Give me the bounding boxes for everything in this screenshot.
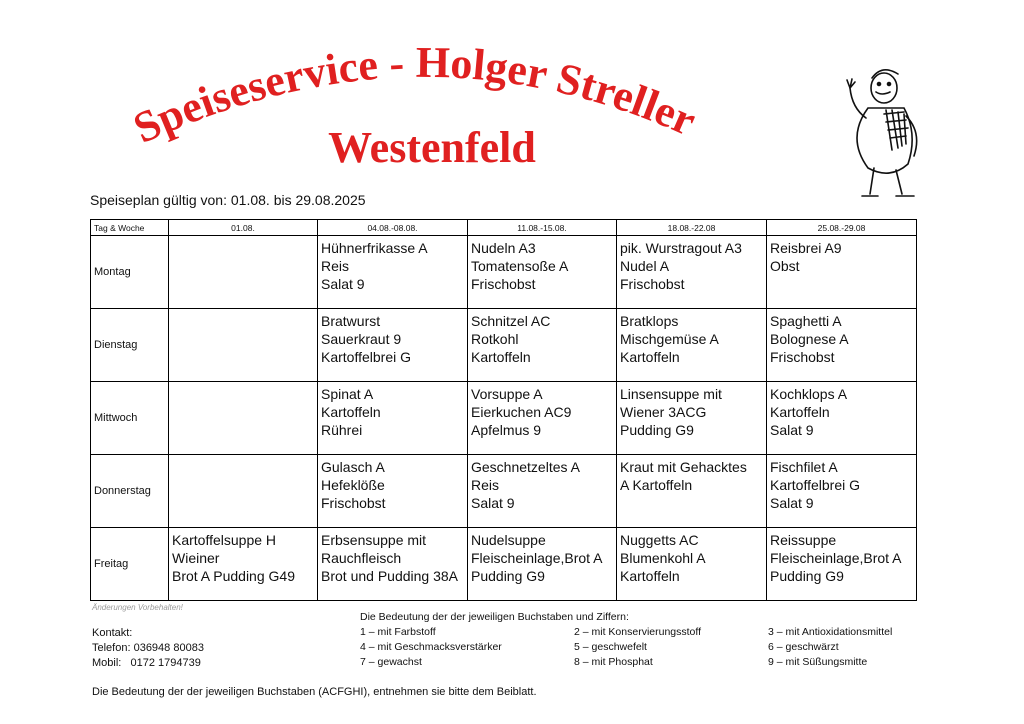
menu-line: Linsensuppe mit (620, 386, 722, 402)
menu-line: Kartoffeln (620, 568, 680, 584)
day-cell: Donnerstag (91, 455, 169, 528)
menu-cell (318, 528, 468, 601)
menu-cell (169, 528, 318, 601)
title-line2: Westenfeld (328, 123, 536, 172)
menu-cell (468, 528, 617, 601)
menu-line: Fischfilet A (770, 459, 838, 475)
column-header: 11.08.-15.08. (468, 220, 617, 236)
menu-cell (318, 236, 468, 309)
menu-line: Blumenkohl A (620, 550, 706, 566)
legend-column-2 (574, 625, 701, 670)
contact-mobile: Mobil: 0172 1794739 (92, 657, 201, 669)
menu-cell (767, 309, 917, 382)
table-row (91, 528, 917, 601)
legend-title: Die Bedeutung der der jeweiligen Buchstaben und Ziffern: (360, 611, 629, 623)
menu-cell (169, 455, 318, 528)
legend-column-3 (768, 625, 892, 670)
menu-line: Salat 9 (770, 422, 814, 438)
menu-line: Frischobst (770, 349, 835, 365)
legend-item: 6 – geschwärzt (768, 641, 839, 653)
menu-cell (468, 309, 617, 382)
menu-cell (767, 455, 917, 528)
menu-cell (169, 236, 318, 309)
menu-line: Kochklops A (770, 386, 848, 402)
menu-line: Nudel A (620, 258, 670, 274)
menu-cell (318, 309, 468, 382)
menu-cell (617, 309, 767, 382)
legend-item: 5 – geschwefelt (574, 641, 647, 653)
menu-cell (767, 382, 917, 455)
menu-line: Frischobst (471, 276, 536, 292)
menu-line: Kartoffelbrei G (770, 477, 861, 493)
menu-line: Kraut mit Gehacktes (620, 459, 747, 475)
changes-note: Änderungen Vorbehalten! (92, 603, 183, 612)
menu-line: Frischobst (620, 276, 685, 292)
menu-line: Wiener 3ACG (620, 404, 707, 420)
menu-line: Spinat A (321, 386, 374, 402)
day-cell: Dienstag (91, 309, 169, 382)
menu-line: Apfelmus 9 (471, 422, 542, 438)
menu-line: Mischgemüse A (620, 331, 719, 347)
menu-line: Bratwurst (321, 313, 381, 329)
menu-line: Eierkuchen AC9 (471, 404, 572, 420)
column-header: 04.08.-08.08. (318, 220, 468, 236)
menu-line: Hühnerfrikasse A (321, 240, 428, 256)
menu-line: Rauchfleisch (321, 550, 402, 566)
menu-line: Kartoffelsuppe H (172, 532, 277, 548)
menu-line: Brot A Pudding G49 (172, 568, 295, 584)
table-header-row (91, 220, 917, 236)
menu-line: A Kartoffeln (620, 477, 693, 493)
legend-item: 2 – mit Konservierungsstoff (574, 626, 702, 638)
day-cell: Freitag (91, 528, 169, 601)
legend-item: 8 – mit Phosphat (574, 656, 653, 668)
menu-cell (617, 236, 767, 309)
menu-line: Salat 9 (471, 495, 515, 511)
menu-line: Spaghetti A (770, 313, 842, 329)
menu-line: Pudding G9 (620, 422, 694, 438)
table-row (91, 382, 917, 455)
menu-line: Kartoffeln (471, 349, 531, 365)
menu-line: Brot und Pudding 38A (321, 568, 458, 584)
menu-cell (468, 382, 617, 455)
legend-item: 7 – gewachst (360, 656, 422, 668)
menu-cell (169, 309, 318, 382)
menu-line: Geschnetzeltes A (471, 459, 580, 475)
title-line1: Speiseservice - Holger Streller (126, 37, 704, 153)
menu-cell (767, 528, 917, 601)
contact-block (92, 626, 204, 671)
legend-item: 9 – mit Süßungsmitte (768, 656, 868, 668)
menu-line: Hefeklöße (321, 477, 385, 493)
legend-item: 1 – mit Farbstoff (360, 626, 436, 638)
day-cell: Montag (91, 236, 169, 309)
menu-line: Bolognese A (770, 331, 849, 347)
column-header: 01.08. (169, 220, 318, 236)
column-header: 18.08.-22.08 (617, 220, 767, 236)
legend-item: 4 – mit Geschmacksverstärker (360, 641, 502, 653)
menu-line: Wieiner (172, 550, 220, 566)
menu-line: Tomatensoße A (471, 258, 569, 274)
menu-cell (468, 236, 617, 309)
table-row (91, 455, 917, 528)
menu-line: Kartoffeln (770, 404, 830, 420)
contact-label: Kontakt: (92, 627, 133, 639)
menu-line: Reisbrei A9 (770, 240, 842, 256)
menu-line: Fleischeinlage,Brot A (471, 550, 603, 566)
menu-cell (767, 236, 917, 309)
chef-cartoon-icon (836, 66, 924, 208)
menu-line: Frischobst (321, 495, 386, 511)
legend-column-1 (360, 625, 502, 670)
menu-cell (617, 455, 767, 528)
menu-line: Nudelsuppe (471, 532, 546, 548)
menu-line: Sauerkraut 9 (321, 331, 402, 347)
contact-phone: Telefon: 036948 80083 (92, 642, 204, 654)
menu-cell (318, 382, 468, 455)
menu-line: Reis (321, 258, 350, 274)
menu-line: Obst (770, 258, 800, 274)
menu-line: Kartoffelbrei G (321, 349, 412, 365)
menu-cell (318, 455, 468, 528)
menu-cell (617, 382, 767, 455)
day-cell: Mittwoch (91, 382, 169, 455)
table-row (91, 309, 917, 382)
menu-line: Gulasch A (321, 459, 385, 475)
legend-item: 3 – mit Antioxidationsmittel (768, 626, 893, 638)
menu-line: Kartoffeln (321, 404, 381, 420)
menu-cell (169, 382, 318, 455)
menu-line: Salat 9 (321, 276, 365, 292)
menu-line: Nuggetts AC (620, 532, 699, 548)
menu-line: Pudding G9 (471, 568, 545, 584)
menu-cell (617, 528, 767, 601)
menu-line: Nudeln A3 (471, 240, 536, 256)
menu-line: Fleischeinlage,Brot A (770, 550, 902, 566)
footer-note: Die Bedeutung der der jeweiligen Buchstaben (ACFGHI), entnehmen sie bitte dem Beiblatt. (92, 686, 537, 698)
menu-line: Rührei (321, 422, 363, 438)
column-header: 25.08.-29.08 (767, 220, 917, 236)
menu-line: Pudding G9 (770, 568, 844, 584)
table-row (91, 236, 917, 309)
menu-line: Reissuppe (770, 532, 837, 548)
menu-cell (468, 455, 617, 528)
menu-line: pik. Wurstragout A3 (620, 240, 742, 256)
menu-line: Rotkohl (471, 331, 519, 347)
menu-line: Schnitzel AC (471, 313, 551, 329)
menu-table (90, 219, 917, 601)
menu-line: Erbsensuppe mit (321, 532, 427, 548)
menu-line: Kartoffeln (620, 349, 680, 365)
menu-line: Bratklops (620, 313, 679, 329)
menu-line: Vorsuppe A (471, 386, 543, 402)
menu-line: Salat 9 (770, 495, 814, 511)
validity-period: Speiseplan gültig von: 01.08. bis 29.08.2025 (90, 192, 366, 208)
column-header: Tag & Woche (91, 220, 169, 236)
menu-line: Reis (471, 477, 500, 493)
